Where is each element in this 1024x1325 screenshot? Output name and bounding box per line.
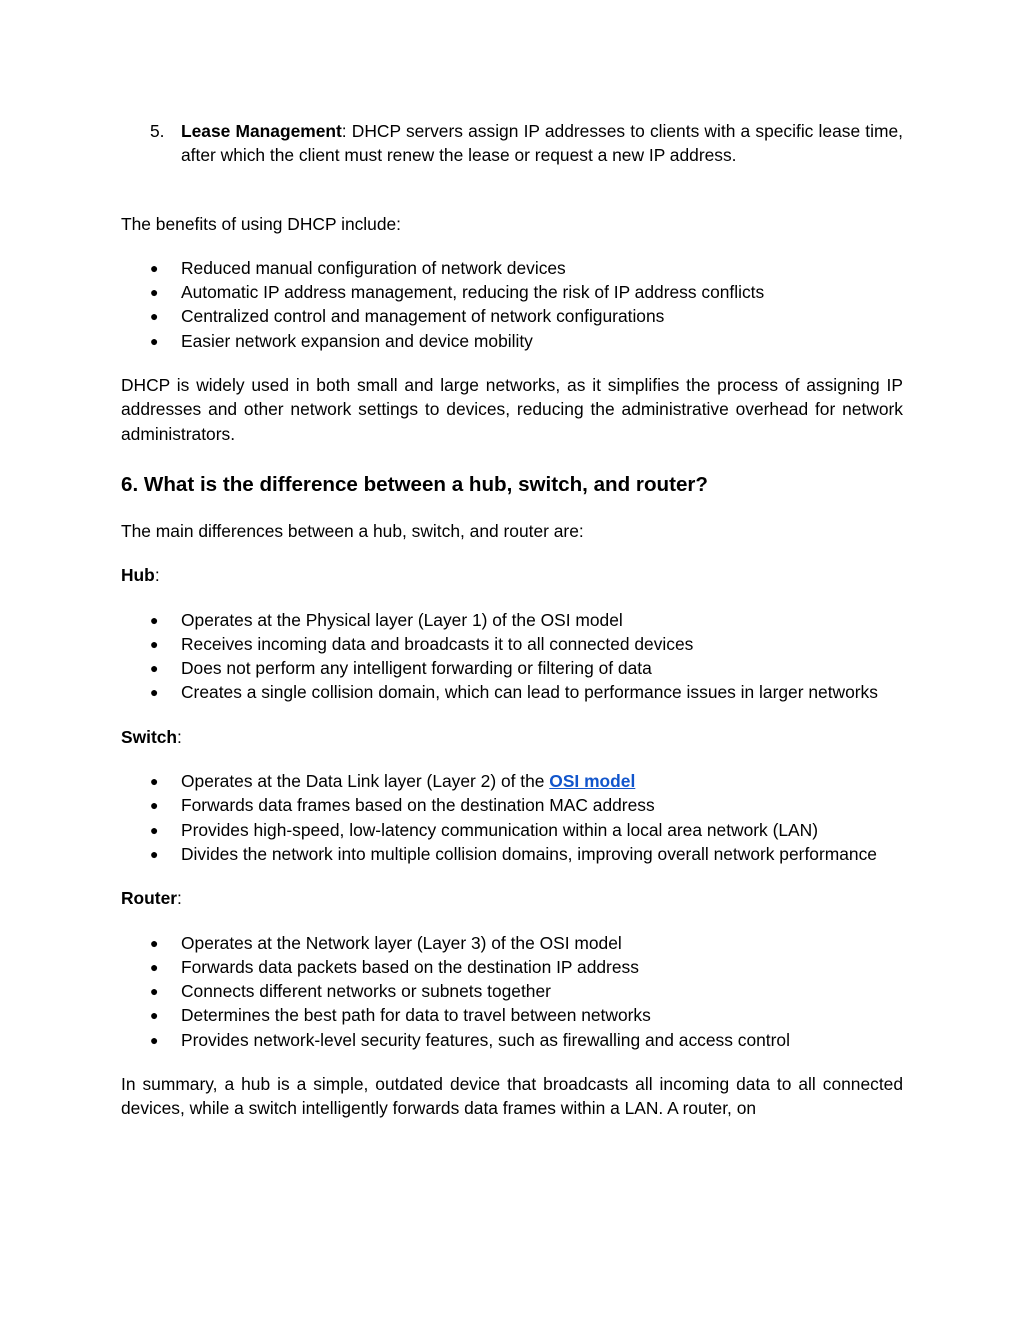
list-item: ● Automatic IP address management, reducing the risk of IP address conflicts [121,280,903,304]
bullet-icon: ● [150,660,159,677]
hub-label: Hub [121,565,155,586]
list-item: ● Divides the network into multiple collision domains, improving overall network performance [121,842,903,866]
dhcp-summary-paragraph: DHCP is widely used in both small and large networks, as it simplifies the process of assigning IP addresses and other network settings to devices, reducing the administrative overhead for network administrators. [121,375,903,444]
list-item: ● Operates at the Data Link layer (Layer 2) of the OSI model [121,769,903,793]
bullet-icon: ● [150,635,159,652]
lease-management-text: : DHCP servers assign IP addresses to clients with a specific lease time, after which the client must renew the lease or request a new IP address. [181,121,903,166]
list-item: ● Does not perform any intelligent forwarding or filtering of data [121,656,903,680]
bullet-icon: ● [150,773,159,790]
bullet-icon: ● [150,332,159,349]
bullet-icon: ● [150,1031,159,1048]
list-item: ● Provides network-level security features, such as firewalling and access control [121,1028,903,1052]
list-item: ● Provides high-speed, low-latency communication within a local area network (LAN) [121,818,903,842]
router-list [121,931,903,1052]
list-item: ● Reduced manual configuration of network devices [121,256,903,280]
section-heading: 6. What is the difference between a hub, switch, and router? [121,472,709,496]
list-item-lease-management [121,119,903,168]
bullet-icon: ● [150,934,159,951]
bullet-icon: ● [150,611,159,628]
benefits-list [121,256,903,353]
router-label-line: Router: [121,888,182,909]
bullet-icon: ● [150,821,159,838]
switch-list [121,769,903,866]
list-number: 5. [150,121,165,141]
list-item: ● Operates at the Network layer (Layer 3) of the OSI model [121,931,903,955]
bullet-icon: ● [150,983,159,1000]
hub-label-line: Hub: [121,565,160,586]
document-page [121,119,903,1121]
bullet-icon: ● [150,958,159,975]
bullet-icon: ● [150,308,159,325]
benefits-intro: The benefits of using DHCP include: [121,213,402,234]
list-item: ● Centralized control and management of network configurations [121,304,903,328]
list-item: ● Determines the best path for data to travel between networks [121,1003,903,1027]
bullet-icon: ● [150,797,159,814]
hub-list [121,608,903,705]
list-item: ● Receives incoming data and broadcasts it to all connected devices [121,632,903,656]
summary-paragraph: In summary, a hub is a simple, outdated device that broadcasts all incoming data to all connected devices, while a switch intelligently forwards data frames within a LAN. A router, on [121,1074,903,1119]
section-intro: The main differences between a hub, switch, and router are: [121,520,584,541]
list-item: ● Operates at the Physical layer (Layer 1) of the OSI model [121,608,903,632]
bullet-icon: ● [150,684,159,701]
router-label: Router [121,888,178,909]
osi-model-link[interactable]: OSI model [549,771,636,792]
bullet-icon: ● [150,1007,159,1024]
list-item: ● Connects different networks or subnets together [121,979,903,1003]
list-item: ● Forwards data frames based on the destination MAC address [121,793,903,817]
switch-label: Switch [121,726,178,747]
list-item: ● Forwards data packets based on the destination IP address [121,955,903,979]
lease-management-term: Lease Management [181,121,342,141]
bullet-icon: ● [150,284,159,301]
list-item: ● Easier network expansion and device mobility [121,329,903,353]
switch-label-line: Switch: [121,726,182,747]
bullet-icon: ● [150,259,159,276]
bullet-icon: ● [150,845,159,862]
list-item: ● Creates a single collision domain, which can lead to performance issues in larger networks [121,680,903,704]
numbered-list [121,119,903,168]
